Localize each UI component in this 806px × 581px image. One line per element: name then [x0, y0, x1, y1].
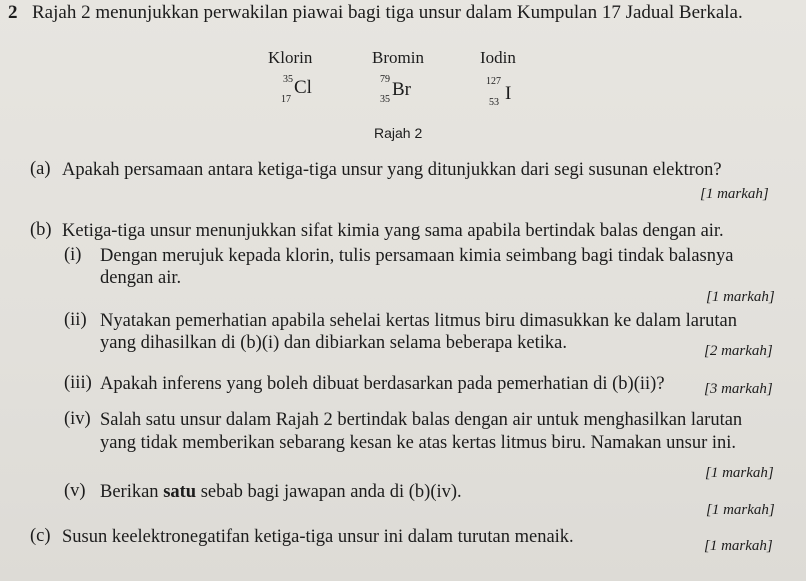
symbol-br: Br: [392, 79, 411, 100]
part-b-ii-marks: [2 markah]: [704, 343, 773, 359]
part-c-text: Susun keelektronegatifan ketiga-tiga unsur ini dalam turutan menaik.: [62, 527, 574, 547]
part-b-v-post: sebab bagi jawapan anda di (b)(iv).: [196, 482, 462, 502]
part-b-text: Ketiga-tiga unsur menunjukkan sifat kimia yang sama apabila bertindak balas dengan air.: [62, 221, 724, 241]
element-name-klorin: Klorin: [268, 48, 313, 67]
part-b-ii-label: (ii): [64, 310, 87, 330]
symbol-cl: Cl: [294, 77, 312, 98]
question-intro: Rajah 2 menunjukkan perwakilan piawai bagi tiga unsur dalam Kumpulan 17 Jadual Berkala.: [32, 2, 743, 23]
part-a-label: (a): [30, 159, 51, 179]
part-b-v-bold: satu: [163, 482, 197, 502]
mass-number-br: 79: [380, 74, 390, 85]
element-name-bromin: Bromin: [372, 48, 424, 67]
part-b-v-text: [100, 481, 462, 503]
part-b-iii-marks: [3 markah]: [704, 381, 773, 397]
part-b-ii-line1: Nyatakan pemerhatian apabila sehelai kertas litmus biru dimasukkan ke dalam larutan: [100, 311, 737, 331]
element-name-iodin: Iodin: [480, 48, 516, 67]
question-number: 2: [8, 2, 18, 23]
symbol-i: I: [505, 83, 512, 104]
part-b-i-line2: dengan air.: [100, 268, 182, 288]
part-b-iv-line2: yang tidak memberikan sebarang kesan ke atas kertas litmus biru. Namakan unsur ini.: [100, 433, 737, 453]
mass-number-cl: 35: [283, 74, 293, 85]
part-b-iii-text: Apakah inferens yang boleh dibuat berdasarkan pada pemerhatian di (b)(ii)?: [100, 374, 665, 394]
part-b-label: (b): [30, 220, 52, 240]
part-b-v-marks: [1 markah]: [706, 502, 775, 518]
atomic-number-cl: 17: [281, 94, 291, 105]
part-c-label: (c): [30, 526, 51, 546]
part-a-marks: [1 markah]: [700, 186, 769, 202]
part-c-marks: [1 markah]: [704, 538, 773, 554]
part-b-v-pre: Berikan: [100, 482, 164, 502]
figure-caption: Rajah 2: [374, 125, 423, 141]
part-b-iv-line1: Salah satu unsur dalam Rajah 2 bertindak balas dengan air untuk menghasilkan larutan: [100, 410, 743, 430]
part-b-i-label: (i): [64, 245, 82, 265]
atomic-number-br: 35: [380, 94, 390, 105]
part-b-i-line1: Dengan merujuk kepada klorin, tulis persamaan kimia seimbang bagi tindak balasnya: [100, 246, 734, 266]
part-a-text: Apakah persamaan antara ketiga-tiga unsur yang ditunjukkan dari segi susunan elektron?: [62, 160, 722, 180]
part-b-iii-label: (iii): [64, 373, 92, 393]
atomic-number-i: 53: [489, 97, 499, 108]
part-b-v-label: (v): [64, 481, 86, 501]
mass-number-i: 127: [486, 76, 501, 87]
part-b-ii-line2: yang dihasilkan di (b)(i) dan dibiarkan selama beberapa ketika.: [100, 333, 567, 353]
part-b-i-marks: [1 markah]: [706, 289, 775, 305]
part-b-iv-marks: [1 markah]: [705, 465, 774, 481]
part-b-iv-label: (iv): [64, 409, 91, 429]
